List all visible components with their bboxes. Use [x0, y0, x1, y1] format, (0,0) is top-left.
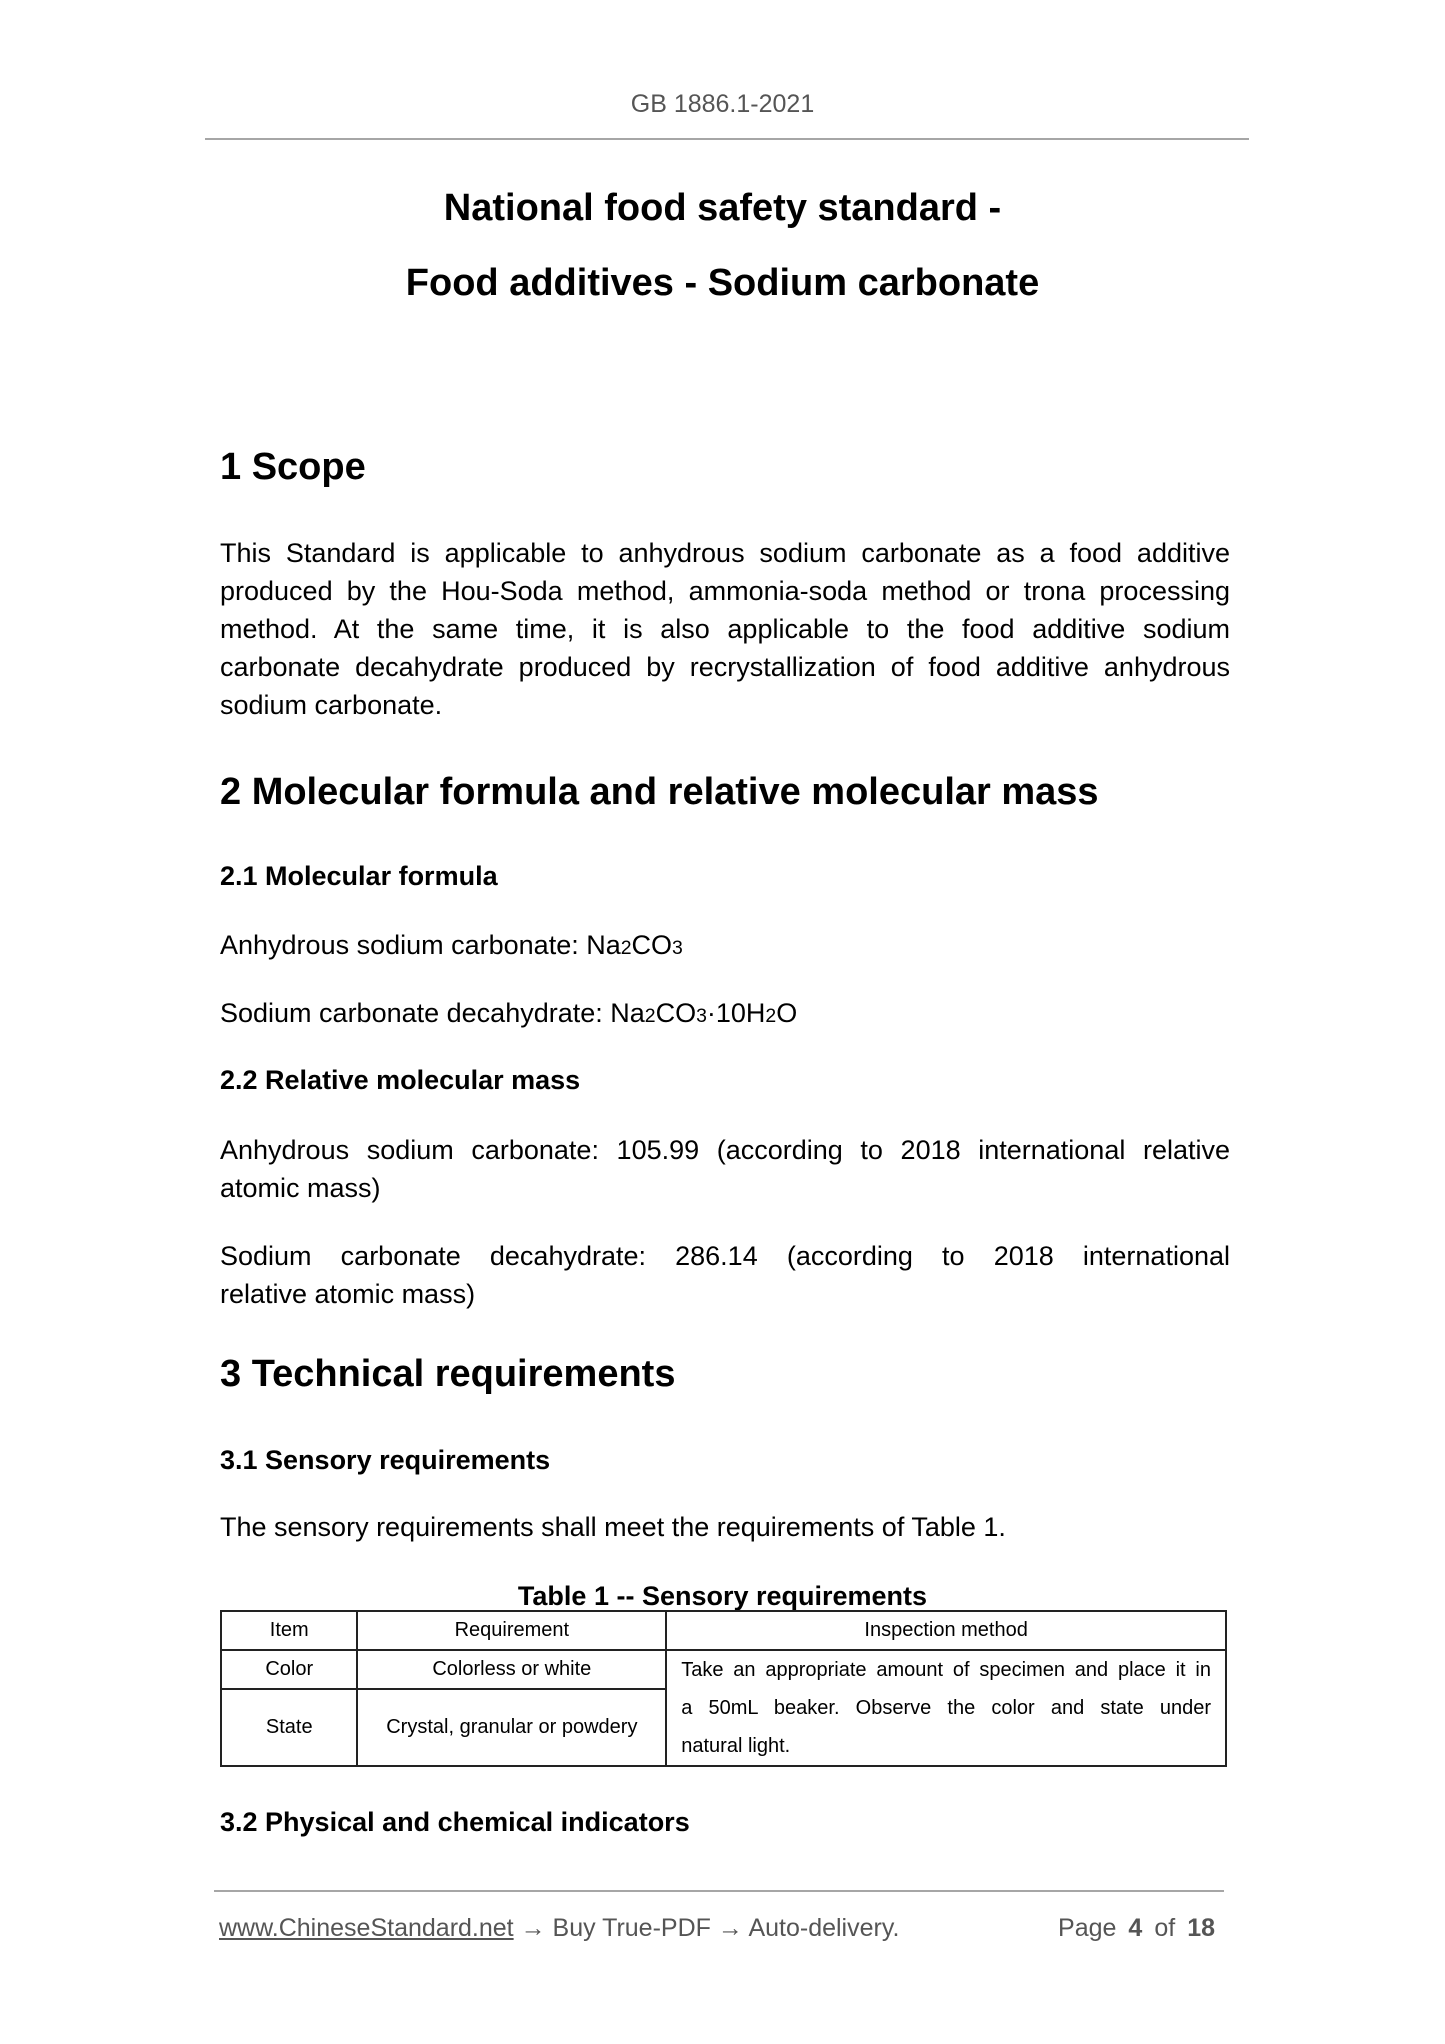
paragraph-line: atomic mass): [220, 1173, 381, 1203]
formula-na: Na: [586, 930, 621, 960]
arrow-right-icon: →: [717, 1914, 743, 1942]
cell-item: Color: [221, 1650, 357, 1689]
current-page-number: 4: [1128, 1914, 1143, 1942]
section-2-heading: 2 Molecular formula and relative molecular mass: [220, 771, 1099, 813]
auto-delivery-text: Auto-delivery.: [748, 1914, 900, 1942]
column-header-requirement: Requirement: [357, 1611, 666, 1650]
paragraph-line: method. At the same time, it is also applicable to the food additive sodium: [220, 614, 1230, 644]
formula-subscript: 3: [672, 937, 683, 959]
anhydrous-formula-label: Anhydrous sodium carbonate:: [220, 930, 587, 960]
section-3-heading: 3 Technical requirements: [220, 1353, 676, 1395]
formula-o: O: [776, 998, 798, 1028]
formula-co: CO: [655, 998, 697, 1028]
table-1-caption: Table 1 -- Sensory requirements: [517, 1581, 928, 1611]
paragraph-line: sodium carbonate.: [220, 690, 443, 720]
formula-water: ·10H: [706, 998, 766, 1028]
paragraph-line: Anhydrous sodium carbonate: 105.99 (according to 2018 international relative: [220, 1135, 1230, 1165]
page-indicator: [1058, 1914, 1215, 1942]
formula-co: CO: [631, 930, 673, 960]
formula-subscript: 2: [644, 1005, 656, 1027]
scope-paragraph: [220, 534, 1230, 724]
paragraph-line: relative atomic mass): [220, 1279, 476, 1309]
document-code-header: GB 1886.1-2021: [630, 90, 815, 118]
anhydrous-formula-line: [220, 928, 683, 965]
formula-subscript: 3: [696, 1005, 707, 1027]
section-2-2-heading: 2.2 Relative molecular mass: [220, 1065, 581, 1095]
section-3-2-heading: 3.2 Physical and chemical indicators: [220, 1807, 690, 1837]
of-label: of: [1154, 1914, 1176, 1942]
arrow-right-icon: →: [520, 1914, 546, 1942]
anhydrous-mass-paragraph: [220, 1131, 1230, 1207]
paragraph-line: produced by the Hou-Soda method, ammonia-soda method or trona processing: [220, 576, 1230, 606]
paragraph-line: Sodium carbonate decahydrate: 286.14 (according to 2018 international: [220, 1241, 1230, 1271]
total-pages-number: 18: [1187, 1914, 1215, 1942]
method-line: Take an appropriate amount of specimen and place it in: [681, 1659, 1211, 1681]
sensory-requirements-table: [220, 1610, 1227, 1767]
header-divider: [205, 138, 1249, 140]
section-2-1-heading: 2.1 Molecular formula: [220, 861, 498, 891]
cell-item: State: [221, 1689, 357, 1766]
chinesestandard-link[interactable]: www.ChineseStandard.net: [219, 1914, 514, 1942]
paragraph-line: This Standard is applicable to anhydrous sodium carbonate as a food additive: [220, 538, 1230, 568]
document-title-line2: Food additives - Sodium carbonate: [405, 262, 1040, 304]
method-line: a 50mL beaker. Observe the color and state under: [681, 1697, 1211, 1719]
column-header-item: Item: [221, 1611, 357, 1650]
section-1-heading: 1 Scope: [220, 446, 366, 488]
decahydrate-formula-line: [220, 996, 797, 1033]
formula-na: Na: [610, 998, 645, 1028]
table-row: [221, 1650, 1226, 1689]
section-3-1-heading: 3.1 Sensory requirements: [220, 1445, 551, 1475]
column-header-inspection-method: Inspection method: [666, 1611, 1226, 1650]
footer-promo: [219, 1914, 899, 1942]
buy-true-pdf-text: Buy True-PDF: [552, 1914, 711, 1942]
decahydrate-mass-paragraph: [220, 1237, 1230, 1313]
footer-divider: [214, 1890, 1224, 1892]
table-header-row: [221, 1611, 1226, 1650]
method-line: natural light.: [681, 1735, 791, 1757]
cell-requirement: Crystal, granular or powdery: [357, 1689, 666, 1766]
decahydrate-formula-label: Sodium carbonate decahydrate:: [220, 998, 611, 1028]
page-label: Page: [1058, 1914, 1117, 1942]
cell-requirement: Colorless or white: [357, 1650, 666, 1689]
sensory-requirements-text: The sensory requirements shall meet the requirements of Table 1.: [220, 1512, 1006, 1542]
formula-subscript: 2: [765, 1005, 777, 1027]
formula-subscript: 2: [620, 937, 632, 959]
paragraph-line: carbonate decahydrate produced by recrystallization of food additive anhydrous: [220, 652, 1230, 682]
document-title-line1: National food safety standard -: [443, 187, 1002, 229]
cell-inspection-method: [666, 1650, 1226, 1766]
